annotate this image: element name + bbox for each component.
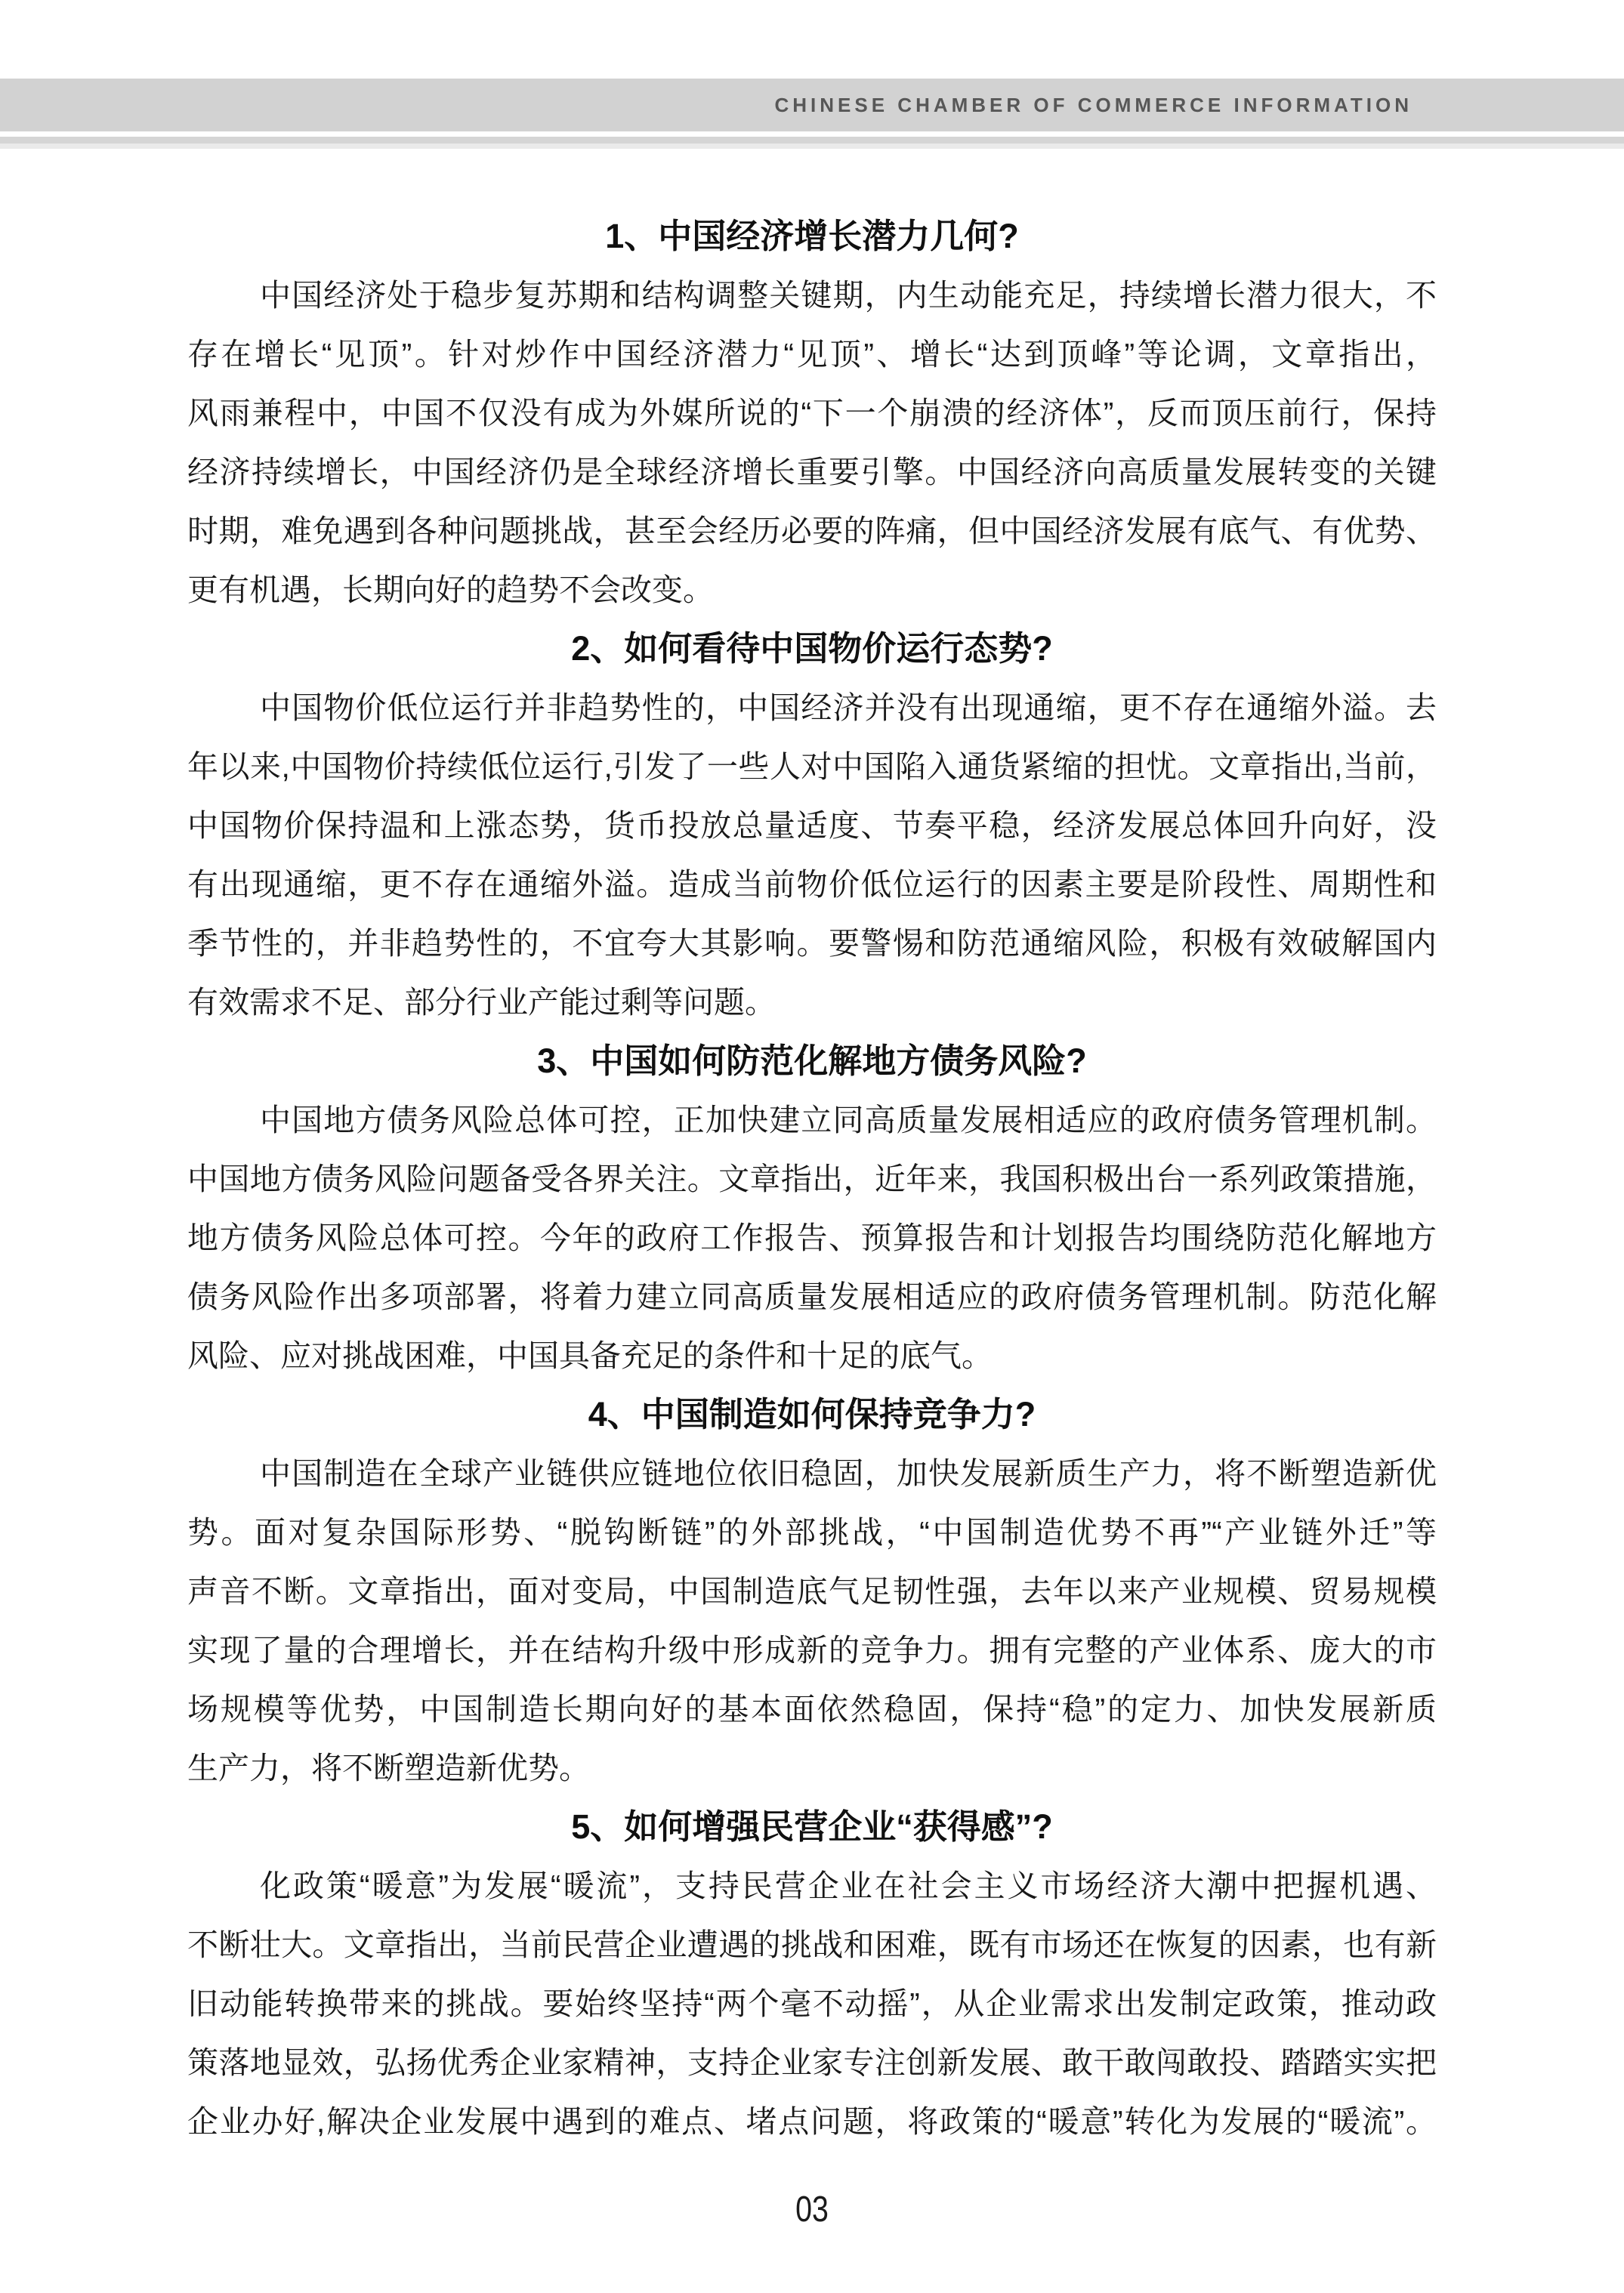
body-line: 势。面对复杂国际形势、“脱钩断链”的外部挑战，“中国制造优势不再”“产业链外迁”等 (187, 1515, 1437, 1550)
body-line: 季节性的，并非趋势性的，不宜夸大其影响。要警惕和防范通缩风险，积极有效破解国内 (187, 926, 1437, 961)
section-heading: 4、中国制造如何保持竞争力? (588, 1395, 1036, 1434)
body-line: 中国物价保持温和上涨态势，货币投放总量适度、节奏平稳，经济发展总体回升向好，没 (187, 808, 1437, 843)
body-line: 中国经济处于稳步复苏期和结构调整关键期，内生动能充足，持续增长潜力很大，不 (260, 278, 1437, 313)
body-line: 策落地显效，弘扬优秀企业家精神，支持企业家专注创新发展、敢干敢闯敢投、踏踏实实把 (187, 2045, 1437, 2080)
body-line: 风雨兼程中，中国不仅没有成为外媒所说的“下一个崩溃的经济体”，反而顶压前行，保持 (187, 396, 1437, 431)
body-line: 经济持续增长，中国经济仍是全球经济增长重要引擎。中国经济向高质量发展转变的关键 (187, 455, 1437, 489)
body-line: 中国制造在全球产业链供应链地位依旧稳固，加快发展新质生产力，将不断塑造新优 (260, 1456, 1437, 1491)
header-rule-light (0, 144, 1624, 149)
body-line: 不断壮大。文章指出，当前民营企业遭遇的挑战和困难，既有市场还在恢复的因素，也有新 (187, 1927, 1437, 1962)
header-banner-text: CHINESE CHAMBER OF COMMERCE INFORMATION (774, 93, 1413, 116)
header-band (0, 79, 1624, 131)
body-line: 企业办好,解决企业发展中遇到的难点、堵点问题，将政策的“暖意”转化为发展的“暖流”。 (187, 2104, 1437, 2139)
section-heading: 3、中国如何防范化解地方债务风险? (537, 1042, 1087, 1080)
body-line: 场规模等优势，中国制造长期向好的基本面依然稳固，保持“稳”的定力、加快发展新质 (187, 1692, 1437, 1727)
section-heading: 2、如何看待中国物价运行态势? (571, 629, 1053, 668)
body-line: 风险、应对挑战困难，中国具备充足的条件和十足的底气。 (187, 1338, 993, 1373)
body-line: 更有机遇，长期向好的趋势不会改变。 (187, 572, 714, 607)
body-line: 声音不断。文章指出，面对变局，中国制造底气足韧性强，去年以来产业规模、贸易规模 (187, 1574, 1437, 1609)
body-line: 化政策“暖意”为发展“暖流”，支持民营企业在社会主义市场经济大潮中把握机遇、 (260, 1869, 1437, 1903)
page-number: 03 (795, 2190, 829, 2230)
body-line: 年以来,中国物价持续低位运行,引发了一些人对中国陷入通货紧缩的担忧。文章指出,当前， (187, 749, 1437, 784)
body-line: 中国地方债务风险问题备受各界关注。文章指出，近年来，我国积极出台一系列政策措施， (187, 1162, 1437, 1196)
section-heading: 1、中国经济增长潜力几何? (605, 217, 1019, 255)
body-line: 债务风险作出多项部署，将着力建立同高质量发展相适应的政府债务管理机制。防范化解 (187, 1279, 1437, 1314)
body-line: 有出现通缩，更不存在通缩外溢。造成当前物价低位运行的因素主要是阶段性、周期性和 (187, 867, 1437, 902)
header-rule-dark (0, 137, 1624, 144)
body-line: 旧动能转换带来的挑战。要始终坚持“两个毫不动摇”，从企业需求出发制定政策，推动政 (187, 1986, 1437, 2021)
body-line: 生产力，将不断塑造新优势。 (187, 1751, 590, 1785)
body-line: 时期，难免遇到各种问题挑战，甚至会经历必要的阵痛，但中国经济发展有底气、有优势、 (187, 514, 1437, 548)
body-line: 实现了量的合理增长，并在结构升级中形成新的竞争力。拥有完整的产业体系、庞大的市 (187, 1633, 1437, 1668)
body-line: 有效需求不足、部分行业产能过剩等问题。 (187, 985, 776, 1020)
section-heading: 5、如何增强民营企业“获得感”? (571, 1807, 1053, 1846)
body-line: 存在增长“见顶”。针对炒作中国经济潜力“见顶”、增长“达到顶峰”等论调，文章指出， (187, 337, 1437, 372)
article-body (187, 207, 1437, 2151)
body-line: 中国物价低位运行并非趋势性的，中国经济并没有出现通缩，更不存在通缩外溢。去 (260, 690, 1437, 725)
body-line: 地方债务风险总体可控。今年的政府工作报告、预算报告和计划报告均围绕防范化解地方 (187, 1221, 1437, 1255)
body-line: 中国地方债务风险总体可控，正加快建立同高质量发展相适应的政府债务管理机制。 (260, 1103, 1437, 1137)
